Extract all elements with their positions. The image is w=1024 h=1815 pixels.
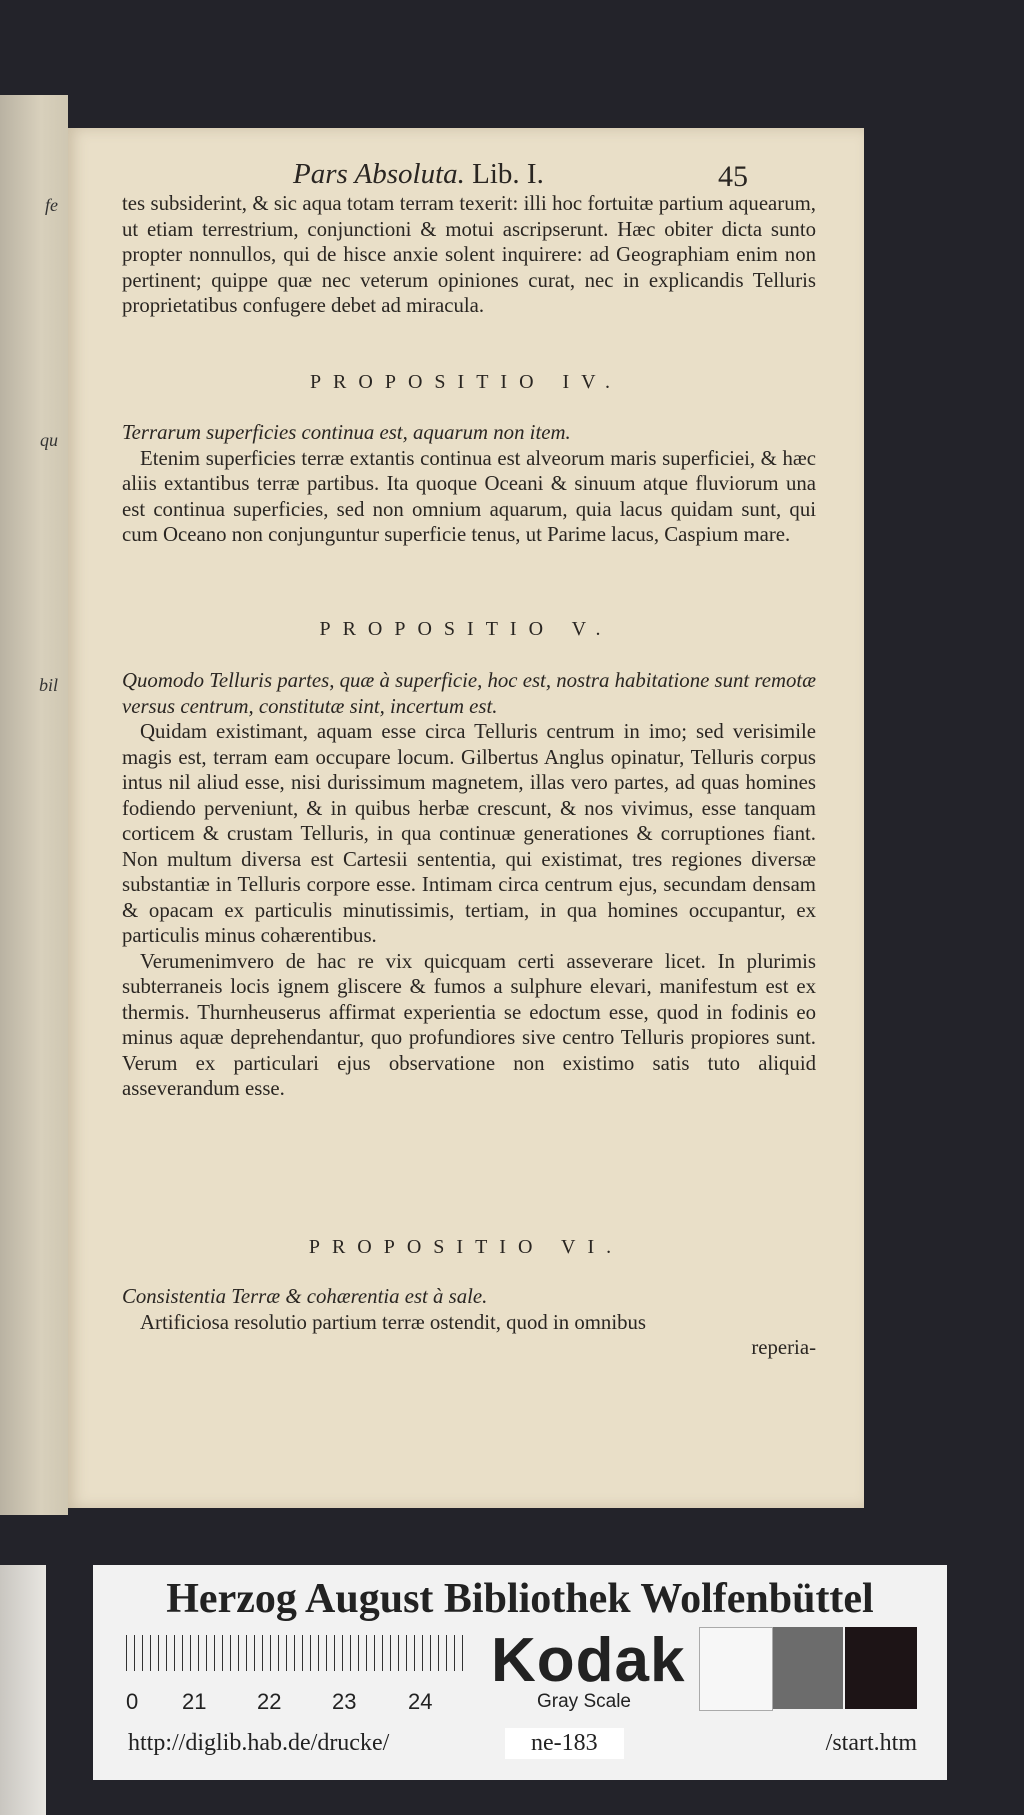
proposition-block [122,668,816,1102]
proposition-text: Verumenimvero de hac re vix quicquam certi asseverare licet. In plurimis subterraneis locis ignem gliscere & fumos a sulphure elevari, manifestum est ex thermis. Thurnheuserus affirmat experientia se edoctum esse, quod in fodinis eo minus aquæ deprehendantur, quo profundiores sive centro Telluris propiores sunt. Verum ex particulari ejus observatione non existimo satis tuto aliquid asseverandum esse. [122,949,816,1100]
proposition-block [122,1284,816,1361]
proposition-text: Quidam existimant, aquam esse circa Telluris centrum in imo; sed verisimile magis est, terram eam occupare locum. Gilbertus Anglus opinatur, Telluris corpus intus nil aliud esse, nisi durissimum magnetem, illas vero partes, ad quas homines fodiendo perveniunt, & in quibus herbæ crescunt, & nos vivimus, esse tanquam corticem & crustam Telluris, in qua continuæ generationes & corruptiones fiant. Non multum diversa est Cartesii sententia, qui existimat, tres regiones diversæ substantiæ in Telluris corpore esse. Intimam circa centrum ejus, secundam densam & opacam ex particulis minutissimis, tertiam, in qua homines occupantur, ex particulis minus cohærentibus. [122,720,816,947]
grayscale-label: Gray Scale [537,1691,631,1712]
gray-swatch-black [845,1627,917,1709]
ruler-number: 21 [182,1689,207,1714]
proposition-heading: PROPOSITIO VI. [308,1236,624,1258]
ruler-ticks [126,1635,464,1671]
gray-swatch-mid [773,1627,843,1709]
url-suffix: /start.htm [825,1730,917,1756]
proposition-block [122,420,816,548]
book-page [68,128,864,1508]
adjacent-page-edge-lower [0,1565,46,1815]
url-base: http://diglib.hab.de/drucke/ [128,1730,390,1756]
proposition-subtitle: Terrarum superficies continua est, aquarum non item. [122,421,571,444]
kodak-logo: Kodak [491,1626,686,1695]
margin-fragment: bil [38,675,58,695]
proposition-subtitle: Quomodo Telluris partes, quæ à superficie, hoc est, nostra habitatione sunt remotæ versus centrum, constitutæ sint, incertum est. [122,669,817,718]
scan-color-target [93,1565,947,1780]
ruler-number: 23 [332,1689,357,1714]
proposition-subtitle: Consistentia Terræ & cohærentia est à sale. [122,1285,488,1308]
proposition-heading: PROPOSITIO IV. [309,371,623,393]
margin-fragment: qu [40,430,58,450]
page-header [68,146,864,193]
ruler-number: 22 [257,1689,282,1714]
page-number: 45 [718,160,748,193]
url-signature: ne-183 [505,1728,624,1759]
margin-fragment: fe [45,195,58,215]
library-name: Herzog August Bibliothek Wolfenbüttel [166,1576,874,1622]
catchword: reperia- [751,1336,816,1359]
running-head: Pars Absoluta. Lib. I. [293,158,544,190]
proposition-text: Artificiosa resolutio partium terræ ostendit, quod in omnibus [140,1310,646,1334]
adjacent-page-edge [0,95,68,1515]
paragraph: tes subsiderint, & sic aqua totam terram texerit: illi hoc fortuitæ partium aquearum, ut etiam terrestrium, conjunctioni & motui ascripserunt. Hæc obiter dicta sunto propter nonnullos, qui de hisce anxie solent inquirere: ad Geographiam enim non pertinent; quippe quæ nec veterum opiniones curat, nec in explicandis Telluris proprietatibus confugere debet ad miracula. [122,192,816,317]
proposition-heading: PROPOSITIO V. [319,618,613,640]
ruler-number: 24 [408,1689,433,1714]
ruler-number: 0 [126,1689,139,1714]
proposition-text: Etenim superficies terræ extantis continua est alveorum maris superficiei, & hæc aliis extantibus terræ partibus. Ita quoque Oceani & sinuum atque fluviorum una est continua superficies, sed non omnium aquarum, quia lacus quidam sunt, qui cum Oceano non conjunguntur superficie tenus, ut Parime lacus, Caspium mare. [122,446,816,546]
gray-swatch-white [699,1627,773,1711]
ruler [126,1635,464,1714]
